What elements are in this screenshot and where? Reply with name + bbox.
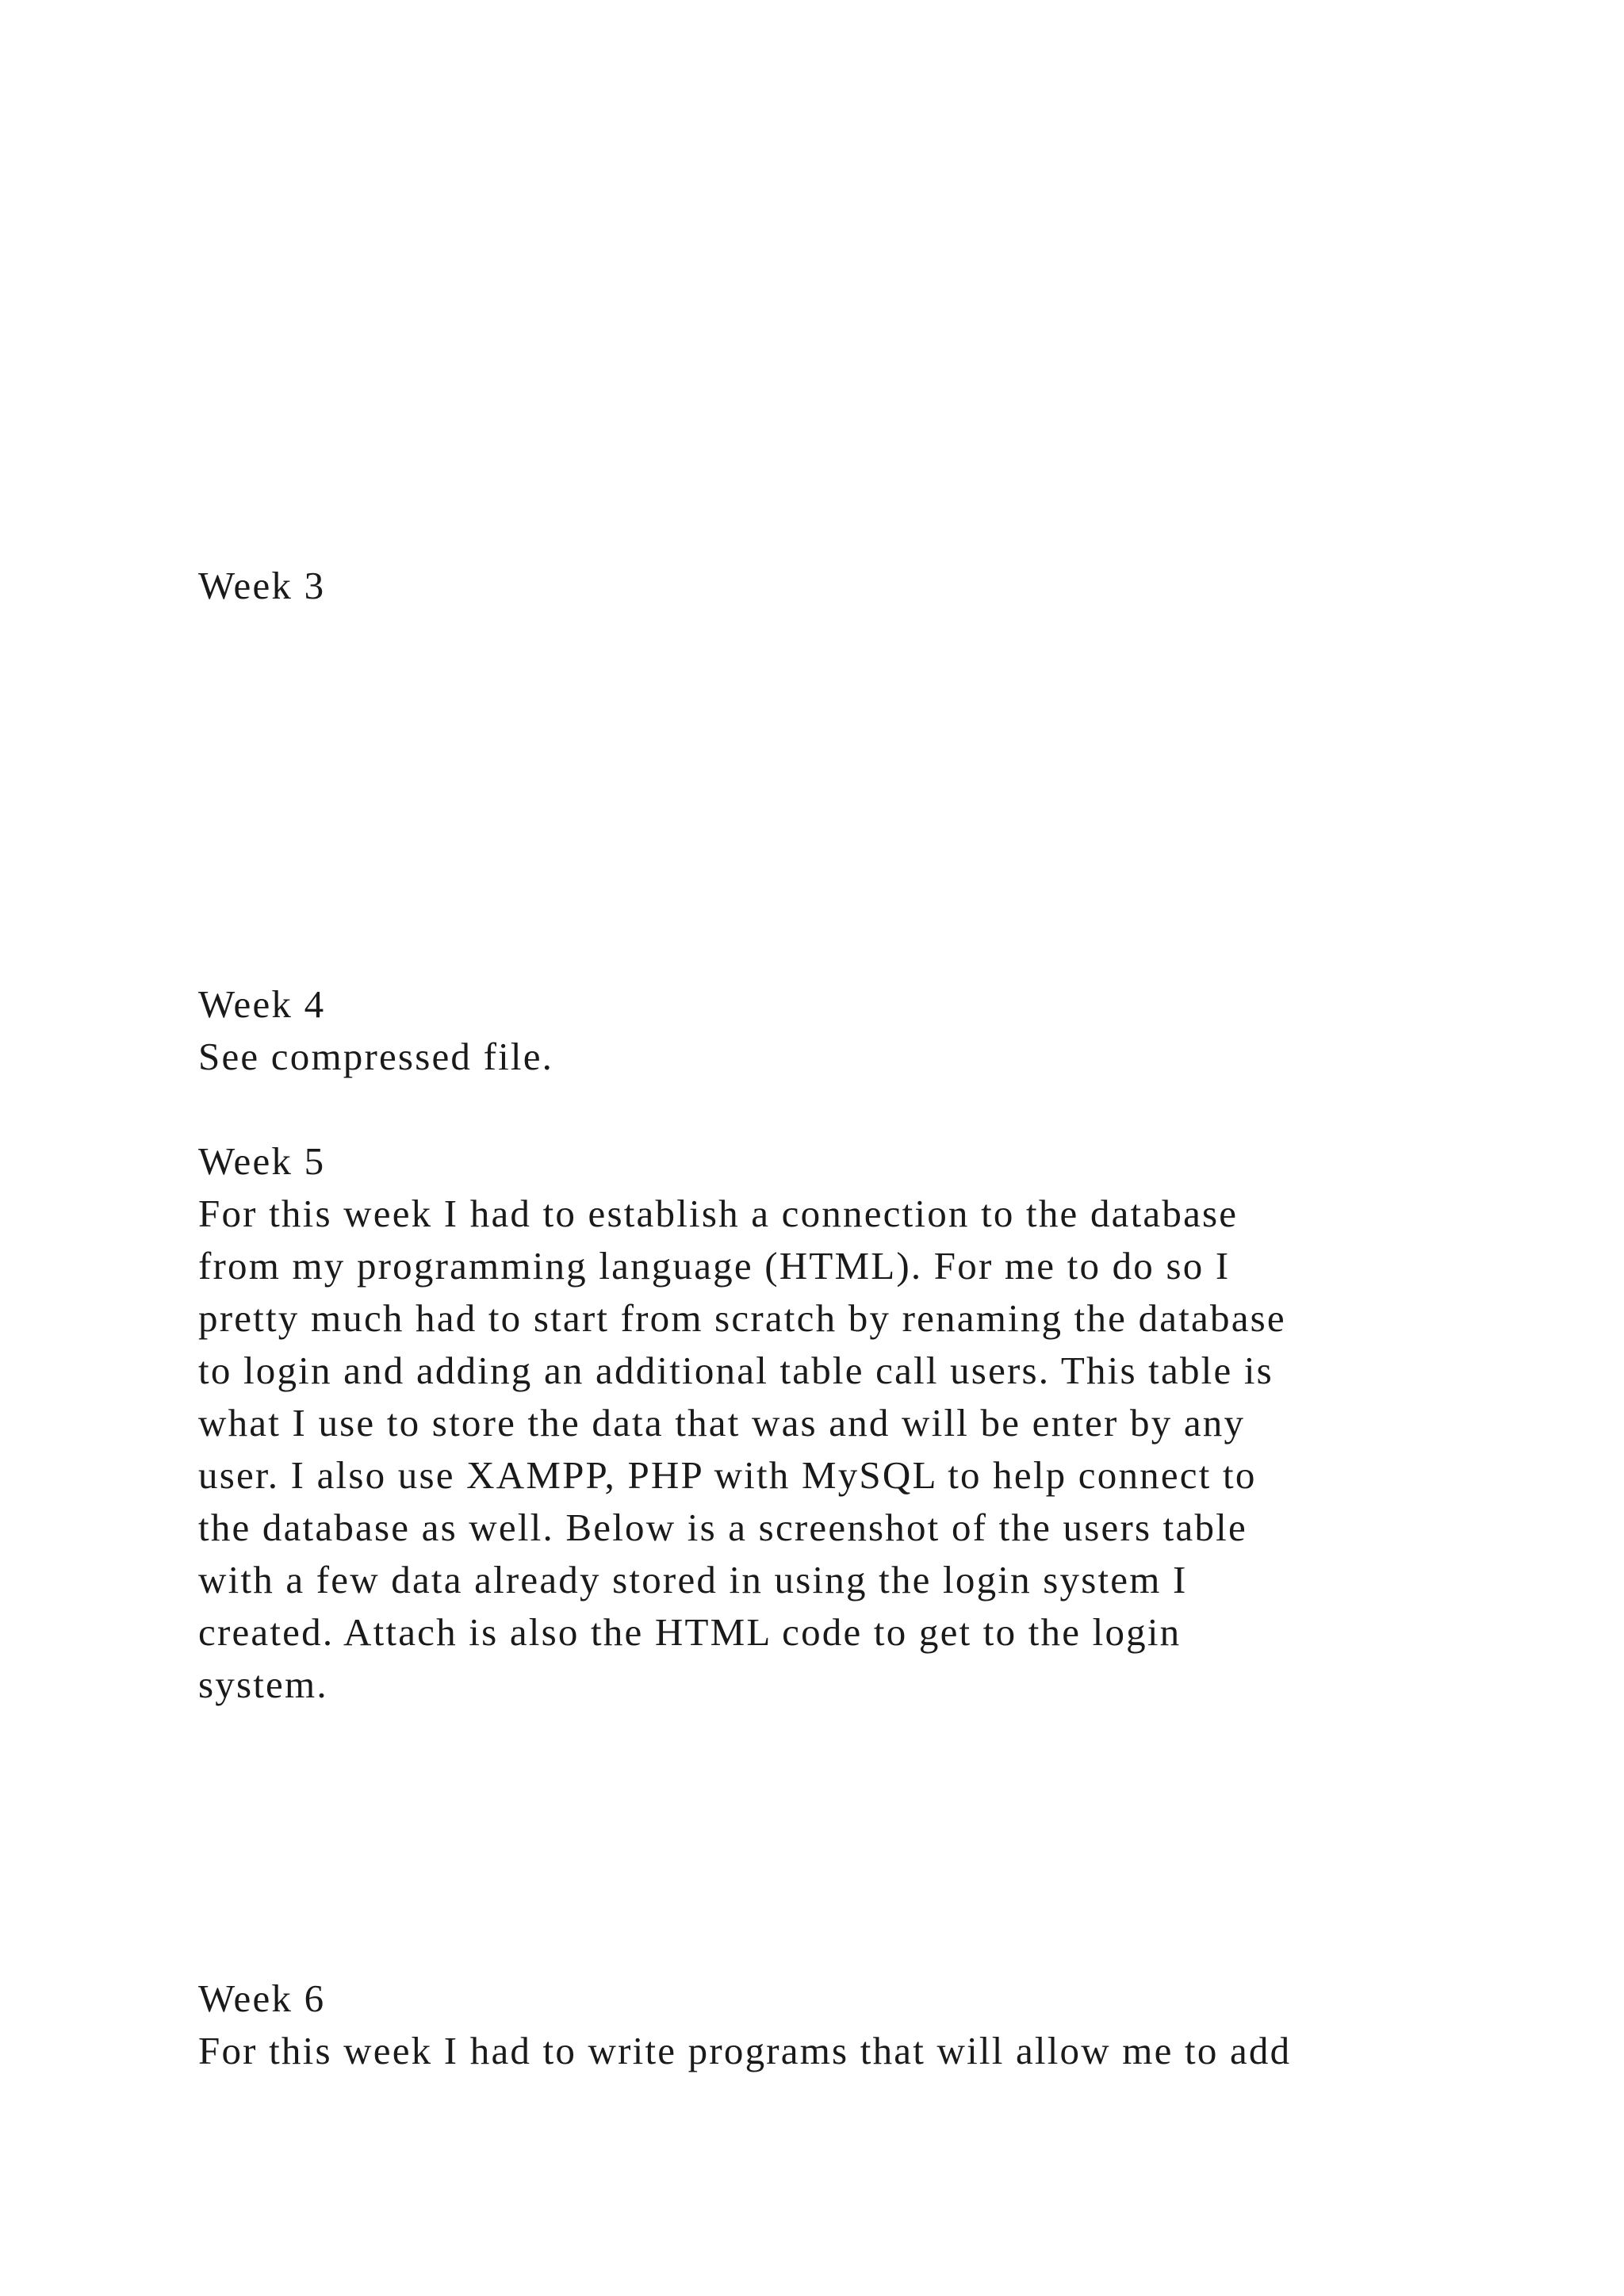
week4-text-line: See compressed file. xyxy=(198,1035,554,1078)
week4-heading: Week 4 xyxy=(198,982,326,1026)
week5-text-line: from my programming language (HTML). For me to do so I xyxy=(198,1244,1231,1288)
week5-text-line: For this week I had to establish a connection to the database xyxy=(198,1192,1239,1235)
week5-text-line: system. xyxy=(198,1663,328,1706)
week6-heading: Week 6 xyxy=(198,1976,326,2020)
week5-text-line: user. I also use XAMPP, PHP with MySQL to help connect to xyxy=(198,1453,1257,1497)
week5-text-line: the database as well. Below is a screenshot of the users table xyxy=(198,1506,1247,1549)
week6-text-line: For this week I had to write programs that will allow me to add xyxy=(198,2029,1292,2072)
week5-text-line: with a few data already stored in using the login system I xyxy=(198,1558,1188,1601)
week5-text-line: what I use to store the data that was and will be enter by any xyxy=(198,1401,1246,1445)
week5-text-line: created. Attach is also the HTML code to get to the login xyxy=(198,1610,1182,1654)
week5-text-line: pretty much had to start from scratch by renaming the database xyxy=(198,1296,1286,1340)
week3-heading: Week 3 xyxy=(198,564,326,607)
week5-heading: Week 5 xyxy=(198,1139,326,1183)
week5-text-line: to login and adding an additional table call users. This table is xyxy=(198,1349,1274,1392)
